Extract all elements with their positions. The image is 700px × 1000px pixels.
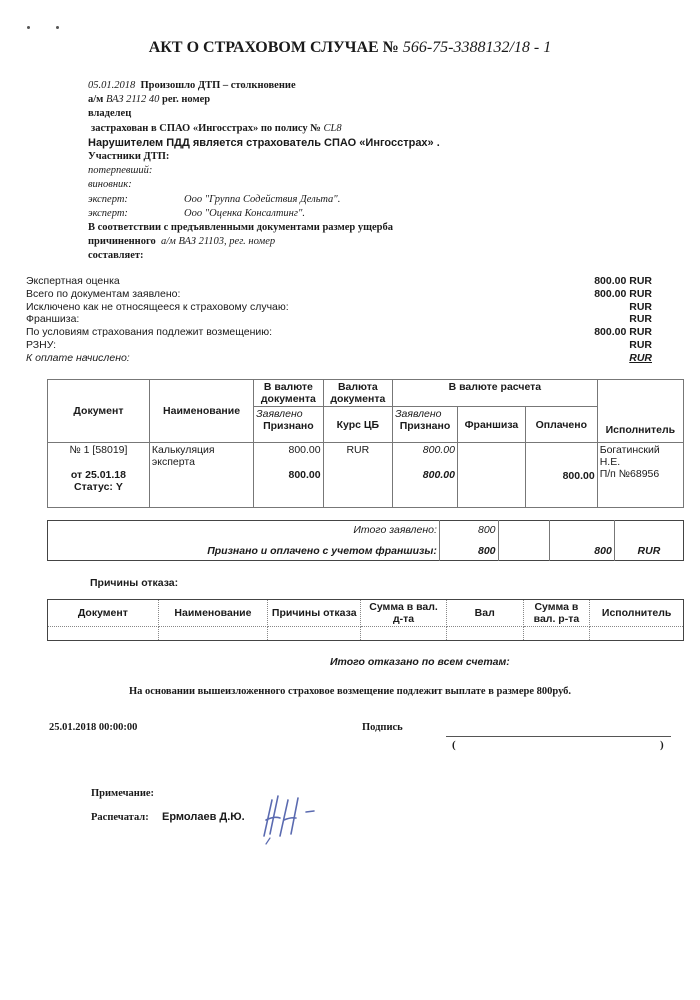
signature-label: Подпись [362, 722, 403, 733]
summary-value: 800.00 RUR [594, 326, 652, 339]
summary-block [26, 275, 652, 365]
empty-cell [446, 627, 523, 641]
total-currency: RUR [614, 539, 683, 561]
col-header-document: Документ [48, 380, 150, 443]
summary-value: RUR [629, 351, 652, 364]
participant-role: эксперт: [88, 207, 128, 219]
refusal-col-currency: Вал [446, 600, 523, 627]
empty-cell [523, 627, 590, 641]
calc-recognized: 800.00 [422, 469, 455, 481]
empty-cell [158, 627, 267, 641]
participant-role: виновник: [88, 179, 132, 191]
col-header-doc-claimed-recognized [254, 407, 323, 443]
summary-value: 800.00 RUR [594, 287, 652, 300]
payout-basis-text: На основании вышеизложенного страховое возмещение подлежит выплате в размере 800руб. [128, 686, 572, 697]
refusal-col-calc-sum: Сумма в вал. р-та [523, 600, 590, 627]
act-number: 566-75-3388132/18 - 1 [402, 39, 552, 56]
vehicle-model: ВАЗ 2112 40 [105, 94, 160, 106]
printed-by-label: Распечатал: [91, 812, 149, 823]
summary-row [26, 288, 652, 301]
claimed-label: Заявлено [395, 408, 442, 420]
summary-label: По условиям страхования подлежит возмещению: [26, 326, 273, 339]
participant-row [88, 164, 440, 178]
policy-number: CL8 [323, 122, 342, 134]
participants-label: Участники ДТП: [88, 150, 170, 162]
cell-paid [525, 443, 597, 508]
col-header-name: Наименование [149, 380, 253, 443]
table-header-row [48, 380, 684, 407]
cell-document [48, 443, 150, 508]
cell-name: Калькуляция эксперта [149, 443, 253, 508]
summary-label: Экспертная оценка [26, 275, 120, 287]
scan-speck [27, 26, 30, 29]
participant-role: потерпевший: [88, 165, 153, 177]
damage-text: В соответствии с предъявленными документами размер ущерба [88, 221, 394, 233]
handwritten-signature-icon [258, 790, 328, 850]
doc-recognized: 800.00 [288, 469, 321, 481]
summary-label: К оплате начислено: [26, 351, 130, 364]
total-claimed-label: Итого заявлено: [48, 521, 440, 540]
incident-line [88, 79, 440, 93]
calc-claimed: 800.00 [422, 444, 455, 456]
col-header-executor: Исполнитель [597, 380, 683, 443]
claimed-label: Заявлено [256, 408, 303, 420]
participant-name: Ооо "Оценка Консалтинг". [184, 207, 306, 219]
total-paid-value: 800 [549, 539, 614, 561]
cell-franchise [457, 443, 525, 508]
col-header-calc-currency-group: В валюте расчета [393, 380, 598, 407]
recognized-label: Признано [263, 420, 314, 432]
vehicle-prefix: а/м [88, 94, 104, 106]
participant-row [88, 207, 440, 221]
table-row [48, 627, 684, 641]
vehicle-line [88, 93, 440, 107]
refusal-col-document: Документ [48, 600, 159, 627]
empty-cell [48, 627, 159, 641]
col-header-paid: Оплачено [525, 407, 597, 443]
refusal-reasons-label: Причины отказа: [90, 577, 179, 589]
totals-table [47, 520, 684, 561]
participant-row [88, 178, 440, 192]
empty-cell [549, 521, 614, 540]
empty-cell [590, 627, 684, 641]
caused-label: причиненного [88, 236, 156, 248]
participant-row [88, 193, 440, 207]
payment-order: П/п №68956 [599, 468, 660, 480]
insured-text: застрахован в СПАО «Ингосстрах» по полису № [91, 122, 321, 134]
empty-cell [268, 627, 361, 641]
refusal-col-name: Наименование [158, 600, 267, 627]
total-recognized-value: 800 [439, 539, 498, 561]
col-header-doc-currency: Валюта документа [323, 380, 392, 407]
empty-cell [498, 539, 549, 561]
summary-value: RUR [629, 338, 652, 351]
summary-value: 800.00 RUR [594, 275, 652, 287]
note-label: Примечание: [91, 788, 155, 799]
refusal-col-executor: Исполнитель [590, 600, 684, 627]
doc-number: № 1 [58019] [69, 444, 128, 456]
summary-row [26, 339, 652, 352]
signature-line [446, 736, 671, 737]
document-datetime: 25.01.2018 00:00:00 [49, 722, 138, 733]
summary-label: Исключено как не относящееся к страховому случаю: [26, 300, 289, 313]
scan-speck [56, 26, 59, 29]
recognized-label: Признано [399, 420, 451, 432]
col-header-doc-currency-group: В валюте документа [254, 380, 323, 407]
total-refused-label: Итого отказано по всем счетам: [330, 656, 510, 668]
summary-label: Всего по документам заявлено: [26, 287, 181, 300]
caused-line [88, 235, 440, 249]
incident-date: 05.01.2018 [88, 80, 136, 91]
table-row [48, 443, 684, 508]
cell-doc-amounts [254, 443, 323, 508]
participant-role: эксперт: [88, 193, 128, 205]
totals-row-recognized [48, 539, 684, 561]
paren-close: ) [660, 739, 664, 751]
summary-row [26, 352, 652, 365]
printed-by-name: Ермолаев Д.Ю. [162, 811, 245, 823]
refusal-col-reasons: Причины отказа [268, 600, 361, 627]
participant-name: Ооо "Группа Содействия Дельта". [184, 193, 341, 205]
owner-label: владелец [88, 108, 132, 120]
refusal-col-doc-sum: Сумма в вал. д-та [361, 600, 447, 627]
paren-open: ( [452, 739, 456, 751]
summary-label: РЗНУ: [26, 338, 57, 351]
cell-currency: RUR [323, 443, 392, 508]
violator-line: Нарушителем ПДД является страхователь СПАО «Ингосстрах» . [88, 136, 440, 149]
paid-amount: 800.00 [562, 470, 595, 482]
documents-table [47, 379, 684, 508]
refusals-table [47, 599, 684, 641]
col-header-franchise: Франшиза [457, 407, 525, 443]
col-header-calc-claimed-recognized [393, 407, 458, 443]
page-title [0, 39, 700, 57]
insured-line [88, 122, 440, 136]
caused-vehicle: а/м ВАЗ 21103, рег. номер [160, 236, 276, 248]
refusals-header-row [48, 600, 684, 627]
cell-executor [597, 443, 683, 508]
amounts-label: составляет: [88, 250, 144, 262]
summary-row [26, 313, 652, 326]
total-recognized-label: Признано и оплачено с учетом франшизы: [48, 539, 440, 561]
summary-value: RUR [629, 300, 652, 313]
incident-event: Произошло ДТП – столкновение [140, 80, 296, 91]
total-claimed-value: 800 [439, 521, 498, 540]
summary-row [26, 326, 652, 339]
empty-cell [614, 521, 683, 540]
summary-row [26, 301, 652, 314]
summary-row [26, 275, 652, 288]
doc-date: от 25.01.18 [70, 469, 126, 481]
summary-label: Франшиза: [26, 313, 80, 326]
doc-status: Статус: Y [74, 481, 123, 493]
incident-info [88, 79, 440, 263]
totals-row-claimed [48, 521, 684, 540]
summary-value: RUR [629, 313, 652, 326]
empty-cell [361, 627, 447, 641]
col-header-cb-rate: Курс ЦБ [323, 407, 392, 443]
reg-label: рег. номер [162, 94, 211, 106]
empty-cell [498, 521, 549, 540]
cell-calc-amounts [393, 443, 458, 508]
doc-claimed: 800.00 [288, 444, 321, 456]
executor-name: Богатинский Н.Е. [599, 444, 660, 468]
title-prefix: АКТ О СТРАХОВОМ СЛУЧАЕ № [148, 39, 399, 56]
